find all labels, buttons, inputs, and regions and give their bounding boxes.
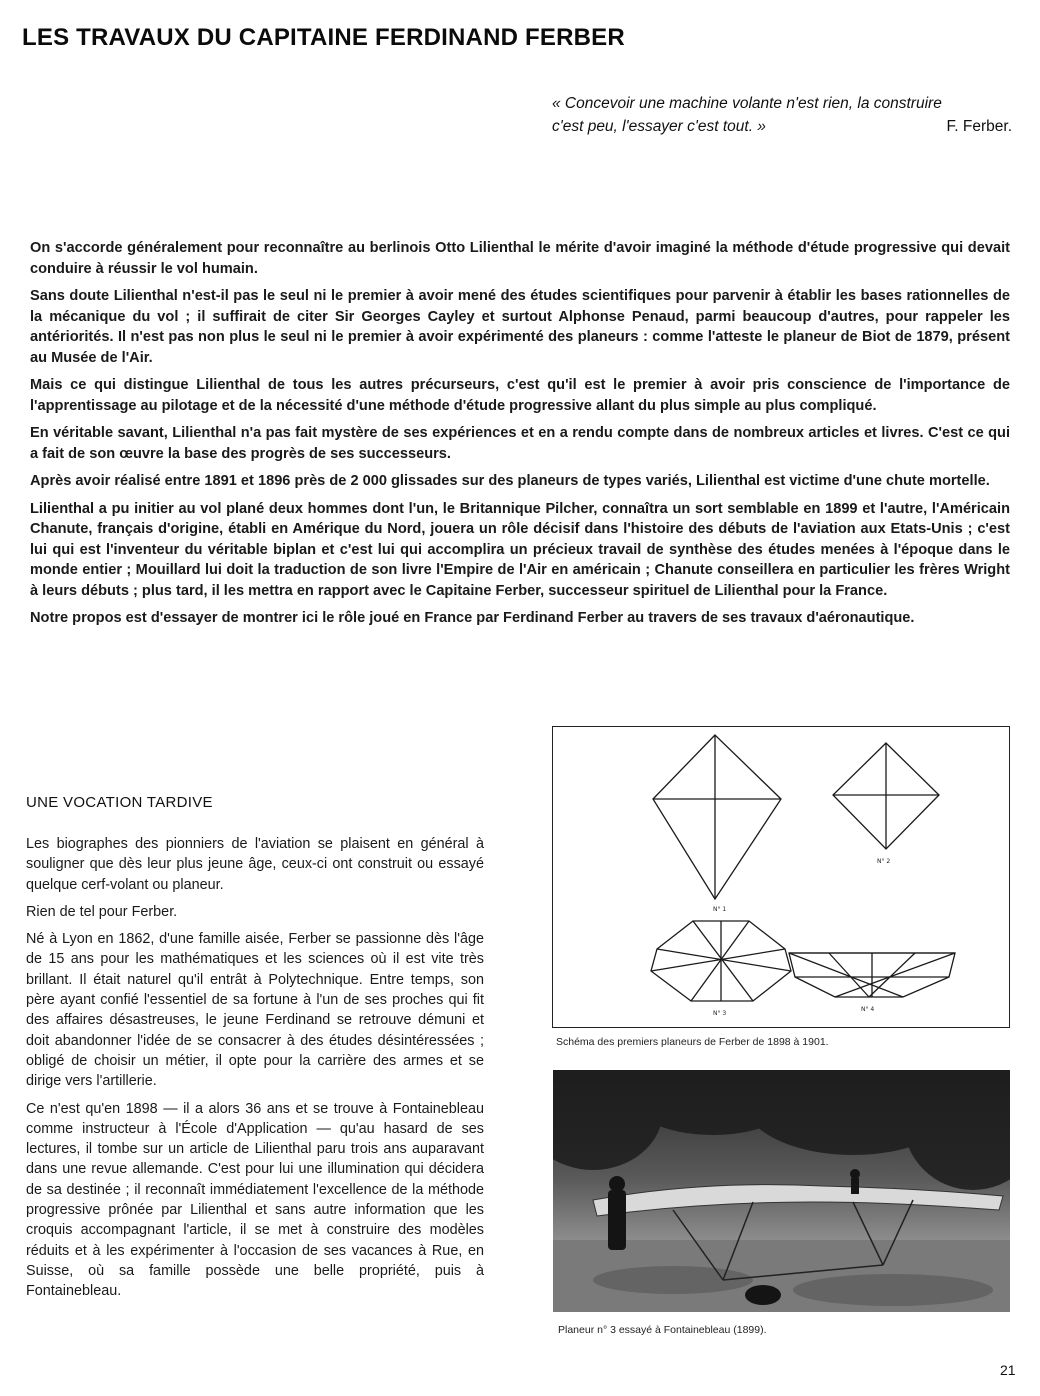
diagram-caption: Schéma des premiers planeurs de Ferber de 1898 à 1901. [556,1036,829,1048]
glider-label-1: N° 1 [713,906,727,913]
glider-label-2: N° 2 [877,858,891,865]
epigraph [552,92,1012,138]
body-paragraph: Les biographes des pionniers de l'aviation se plaisent en général à souligner que dès leur plus jeune âge, ceux-ci ont construit ou essayé quelque cerf-volant ou planeur. [26,836,484,893]
intro-text [30,238,1010,636]
intro-paragraph: Sans doute Lilienthal n'est-il pas le seul ni le premier à avoir mené des études scientifiques pour parvenir à établir les bases rationnelles de la mécanique du vol ; il suffirait de citer Sir Georges Cayley et surtout Alphonse Penaud, parmi beaucoup d'autres, pour rappeler les antériorités. Il n'est pas non plus le seul ni le premier à avoir expérimenté des planeurs : comme l'atteste le planeur de Biot de 1879, présent au Musée de l'Air. [30,288,1010,366]
page-number: 21 [1000,1362,1016,1378]
section-heading: UNE VOCATION TARDIVE [26,794,213,811]
intro-paragraph: Mais ce qui distingue Lilienthal de tous les autres précurseurs, c'est qu'il est le premier à avoir pris conscience de l'importance de l'apprentissage au pilotage et de la nécessité d'une méthode d'étude progressive allant du plus simple au plus compliqué. [30,377,1010,414]
glider-diagram [552,726,1010,1028]
page-title: LES TRAVAUX DU CAPITAINE FERDINAND FERBER [22,24,625,51]
epigraph-line-2-row [552,115,1012,138]
epigraph-author: F. Ferber. [946,118,1012,135]
body-paragraph: Rien de tel pour Ferber. [26,903,178,920]
glider-label-4: N° 4 [861,1006,875,1013]
glider-label-3: N° 3 [713,1010,727,1017]
intro-paragraph: Après avoir réalisé entre 1891 et 1896 près de 2 000 glissades sur des planeurs de types variés, Lilienthal est victime d'une chute mortelle. [30,473,990,489]
photo-caption: Planeur n° 3 essayé à Fontainebleau (1899). [558,1324,767,1336]
section-body [26,834,484,1309]
glider-diagram-svg [553,727,1011,1029]
epigraph-line-2: c'est peu, l'essayer c'est tout. » [552,118,766,135]
intro-paragraph: Notre propos est d'essayer de montrer ici le rôle joué en France par Ferdinand Ferber au travers de ses travaux d'aéronautique. [30,610,915,626]
glider-photo-svg [553,1070,1010,1312]
glider-1-outline [653,735,781,899]
body-paragraph: Né à Lyon en 1862, d'une famille aisée, Ferber se passionne dès l'âge de 15 ans pour les mathématiques et les sciences où il est vite très brillant. Il était naturel qu'il entrât à Polytechnique. Entre temps, son père ayant confié l'essentiel de sa fortune à l'un de ses proches qui fit des affaires désastreuses, le jeune Ferdinand se retrouve démuni et doit abandonner l'idée de se consacrer à des études désintéressées ; obligé de choisir un métier, il opte pour la carrière des armes et se dirige vers l'artillerie. [26,931,484,1090]
epigraph-line-1: « Concevoir une machine volante n'est rien, la construire [552,95,942,112]
body-paragraph: Ce n'est qu'en 1898 — il a alors 36 ans et se trouve à Fontainebleau comme instructeur à l'École d'Application — qu'au hasard de ses lectures, il tombe sur un article de Lilienthal paru trois ans auparavant dans une revue allemande. C'est pour lui une illumination qui décidera de sa destinée ; il reconnaît immédiatement l'excellence de la méthode progressive prônée par Lilienthal et sans autre information que les croquis accompagnant l'article, il se met à construire des modèles réduits et à les expérimenter à l'occasion de ses vacances à Rue, en Suisse, où sa famille possède une belle propriété, puis à Fontainebleau. [26,1100,484,1300]
intro-paragraph: On s'accorde généralement pour reconnaître au berlinois Otto Lilienthal le mérite d'avoir imaginé la méthode d'étude progressive qui devait conduire à réussir le vol humain. [30,240,1010,277]
glider-photo [553,1070,1010,1312]
intro-paragraph: En véritable savant, Lilienthal n'a pas fait mystère de ses expériences et en a rendu compte dans de nombreux articles et livres. C'est ce qui a fait de son œuvre la base des progrès de ses successeurs. [30,425,1010,462]
intro-paragraph: Lilienthal a pu initier au vol plané deux hommes dont l'un, le Britannique Pilcher, connaîtra un sort semblable en 1899 et l'autre, l'Américain Chanute, français d'origine, établi en Amérique du Nord, jouera un rôle décisif dans l'histoire des débuts de l'aviation aux Etats-Unis ; c'est lui qui est l'inventeur du véritable biplan et c'est lui qui accomplira un précieux travail de synthèse des études menées à l'époque dans le monde entier ; Mouillard lui doit la traduction de son livre l'Empire de l'Air en américain ; Chanute conseillera en particulier les frères Wright à leurs débuts ; plus tard, il les mettra en rapport avec le Capitaine Ferber, successeur spirituel de Lilienthal pour la France. [30,500,1010,599]
